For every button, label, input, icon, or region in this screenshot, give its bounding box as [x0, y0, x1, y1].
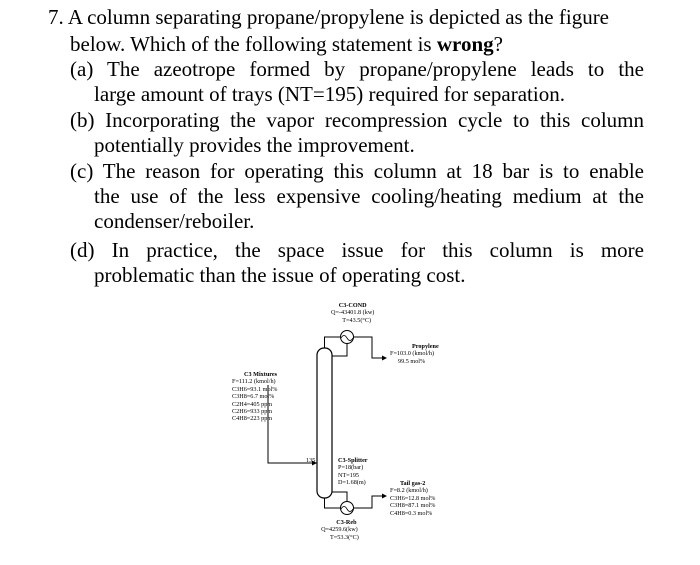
reboiler-label [320, 519, 359, 541]
distillate-line [354, 337, 383, 358]
bottom-product-c3h8: C3H8=87.1 mol% [390, 502, 436, 510]
feed-line-2: C3H6=93.1 mol% [232, 385, 278, 393]
feed-title: C3 Mixtures [244, 371, 278, 378]
stem-line-1: A column separating propane/propylene is depicted as the figure [67, 5, 610, 29]
option-b-line-2: potentially provides the improvement. [94, 133, 415, 157]
feed-line-5: C2H6=933 ppm [232, 408, 273, 416]
bottoms-line [325, 498, 341, 508]
feed-line-3: C3H8=6.7 mol% [232, 393, 275, 401]
bottoms-arrow-icon [382, 494, 387, 499]
top-product-purity: 99.5 mol% [398, 357, 426, 365]
option-d-line-1: (d) In practice, the space issue for this column is more [70, 238, 644, 262]
option-a-line-1: (a) The azeotrope formed by propane/propylene leads to the [70, 57, 644, 81]
feed-label [232, 371, 277, 423]
bottoms-product-line [354, 496, 383, 508]
option-c-line-2: the use of the less expensive cooling/heating medium at the [94, 184, 644, 208]
splitter-pressure: P=18(bar) [338, 464, 364, 472]
top-product-title: Propylene [412, 343, 439, 350]
condenser-coil-icon [341, 336, 353, 341]
reflux-line [332, 344, 347, 357]
bottom-product-c4h8: C4H8=0.3 mol% [390, 509, 433, 517]
reboiler-symbol [341, 502, 354, 515]
condenser-symbol [341, 331, 354, 344]
reboiler-duty: Q=4259.6(kw) [321, 526, 358, 534]
stem-emphasis: wrong [436, 32, 494, 56]
feed-line-4: C2H4=405 ppm [232, 400, 273, 408]
feed-stage-label: 135 [306, 457, 316, 464]
bottom-product-label [390, 480, 435, 517]
condenser-temp: T=43.5(°C) [342, 316, 372, 324]
splitter-trays: NT=195 [338, 471, 360, 479]
option-b-line-1: (b) Incorporating the vapor recompression cycle to this column [70, 108, 644, 132]
bottom-product-flow: F=8.2 (kmol/h) [390, 487, 428, 495]
bottom-product-title: Tail gas-2 [400, 480, 426, 487]
option-d-line-2: problematic than the issue of operating cost. [94, 263, 466, 287]
feed-line-6: C4H8=223 ppm [232, 415, 273, 423]
column-shell [317, 348, 332, 498]
stem-line-2-text: below. Which of the following statement is [70, 32, 437, 56]
top-product-flow: F=103.0 (kmol/h) [390, 350, 435, 358]
top-product-label [390, 343, 439, 365]
option-a-line-2: large amount of trays (NT=195) required for separation. [94, 82, 565, 106]
bottom-product-c3h6: C3H6=12.8 mol% [390, 494, 436, 502]
question-number: 7. [48, 5, 64, 29]
overhead-line [325, 337, 341, 348]
reboiler-temp: T=53.3(°C) [330, 533, 359, 541]
splitter-label [338, 457, 368, 487]
splitter-diameter: D=1.68(m) [338, 479, 366, 487]
boilup-line [332, 492, 347, 502]
distillate-arrow-icon [382, 356, 387, 361]
reboiler-title: C3-Reb [336, 519, 357, 526]
option-c-line-3: condenser/reboiler. [94, 209, 255, 233]
condenser-label [331, 302, 374, 324]
condenser-title: C3-COND [338, 302, 367, 309]
reboiler-coil-icon [341, 507, 353, 512]
feed-line-1: F=111.2 (kmol/h) [232, 378, 276, 386]
stem-line-2-end: ? [493, 32, 503, 56]
option-c-line-1: (c) The reason for operating this column at 18 bar is to enable [70, 159, 644, 183]
splitter-title: C3-Splitter [338, 457, 368, 464]
condenser-duty: Q=-43401.8 (kw) [331, 309, 375, 317]
